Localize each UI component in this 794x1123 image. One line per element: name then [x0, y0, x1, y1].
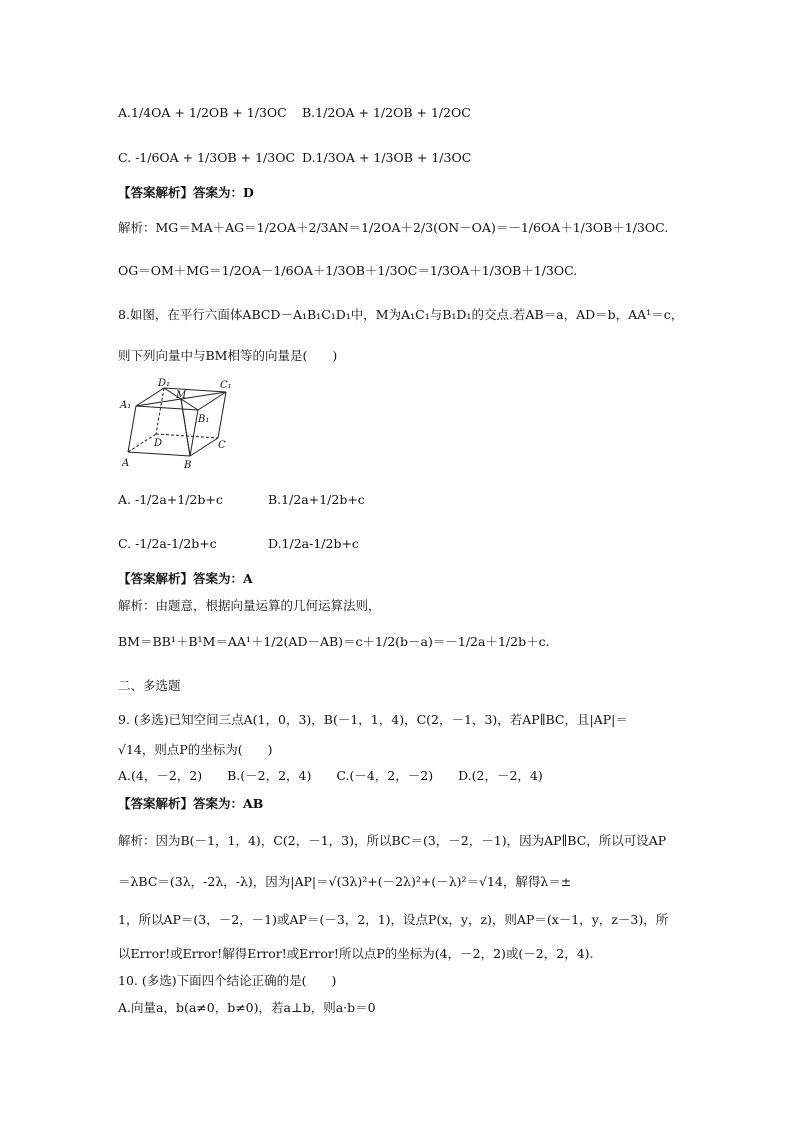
q8-stem-line-1: 8.如图，在平行六面体ABCD－A₁B₁C₁D₁中，M为A₁C₁与B₁D₁的交点.若AB＝a，AD＝b，AA¹＝c， — [118, 307, 684, 322]
label-a1: A₁ — [120, 400, 132, 411]
q8-solution-line-2: BM＝BB¹＋B¹M＝AA¹＋1/2(AD－AB)＝c＋1/2(b－a)＝－1/2a＋1/2b＋c. — [118, 634, 550, 649]
edge-a-b — [128, 452, 190, 456]
q9-options: A.(4，－2，2) B.(－2，2，4) C.(－4，2，－2) D.(2，－2，4) — [118, 768, 543, 783]
q9-solution-line-3: 1，所以AP＝(3，－2，－1)或AP＝(－3，2，1)，设点P(x，y，z)，则AP＝(x－1，y，z－3)，所 — [118, 912, 669, 927]
q9-solution-line-1: 解析：因为B(－1，1，4)，C(2，－1，3)，所以BC＝(3，－2，－1)，因为AP∥BC，所以可设AP — [118, 833, 667, 848]
q10-stem: 10. (多选)下面四个结论正确的是( ) — [118, 973, 337, 988]
q8-stem-line-2: 则下列向量中与BM相等的向量是( ) — [118, 348, 338, 363]
q8-option-b: B.1/2a+1/2b+c — [268, 492, 365, 507]
q8-option-a: A. -1/2a+1/2b+c — [118, 492, 223, 507]
label-a: A — [122, 458, 130, 469]
edge-a1-d1 — [136, 388, 164, 406]
q10-option-a: A.向量a，b(a≠0，b≠0)，若a⊥b，则a·b＝0 — [118, 1000, 376, 1015]
q8-option-c: C. -1/2a-1/2b+c — [118, 536, 217, 551]
edge-c-c1 — [218, 392, 226, 438]
edge-d1-c1 — [164, 388, 226, 392]
label-c1: C₁ — [220, 380, 232, 391]
edge-c1-b1 — [198, 392, 226, 410]
edge-a-d-hidden — [128, 434, 156, 452]
label-c: C — [218, 440, 226, 451]
label-d: D — [154, 438, 163, 449]
q9-answer-label: 【答案解析】答案为：AB — [118, 796, 264, 811]
edge-a-a1 — [128, 406, 136, 452]
q8-option-d: D.1/2a-1/2b+c — [268, 536, 359, 551]
q8-answer-label: 【答案解析】答案为：A — [118, 571, 253, 586]
q9-stem-line-1: 9. (多选)已知空间三点A(1，0，3)，B(－1，1，4)，C(2，－1，3)，若AP∥BC，且|AP|＝ — [118, 712, 628, 727]
q7-answer-label: 【答案解析】答案为：D — [118, 185, 254, 200]
q9-stem-line-2: √14，则点P的坐标为( ) — [118, 742, 273, 757]
edge-b-b1 — [190, 410, 198, 456]
q7-solution-line-2: OG＝OM＋MG＝1/2OA－1/6OA＋1/3OB＋1/3OC＝1/3OA＋1/3OB＋1/3OC. — [118, 263, 578, 278]
q7-solution-line-1: 解析：MG＝MA＋AG＝1/2OA＋2/3AN＝1/2OA＋2/3(ON－OA)＝－1/6OA＋1/3OB＋1/3OC. — [118, 220, 669, 235]
label-m: M — [176, 390, 187, 401]
q9-solution-line-4: 以Error!或Error!解得Error!或Error!所以点P的坐标为(4，－2，2)或(－2，2，4). — [118, 946, 594, 961]
q7-option-a: A.1/4OA + 1/2OB + 1/3OC — [118, 105, 287, 120]
label-b: B — [184, 460, 192, 471]
q7-option-c: C. -1/6OA + 1/3OB + 1/3OC — [118, 150, 296, 165]
q8-solution-line-1: 解析：由题意，根据向量运算的几何运算法则， — [118, 598, 381, 613]
edge-d-d1-hidden — [156, 388, 164, 434]
q7-option-b: B.1/2OA + 1/2OB + 1/2OC — [302, 105, 471, 120]
label-d1: D₁ — [158, 378, 171, 389]
edge-b-c — [190, 438, 218, 456]
edge-a1-b1 — [136, 406, 198, 410]
q7-option-d: D.1/3OA + 1/3OB + 1/3OC — [302, 150, 472, 165]
q9-solution-line-2: ＝λBC＝(3λ，-2λ，-λ)，因为|AP|＝√(3λ)²+(－2λ)²+(－λ)²＝√14，解得λ＝± — [118, 874, 572, 889]
parallelepiped-figure — [118, 378, 230, 470]
section-heading-multiple-choice: 二、多选题 — [118, 678, 181, 693]
label-b1: B₁ — [198, 414, 210, 425]
